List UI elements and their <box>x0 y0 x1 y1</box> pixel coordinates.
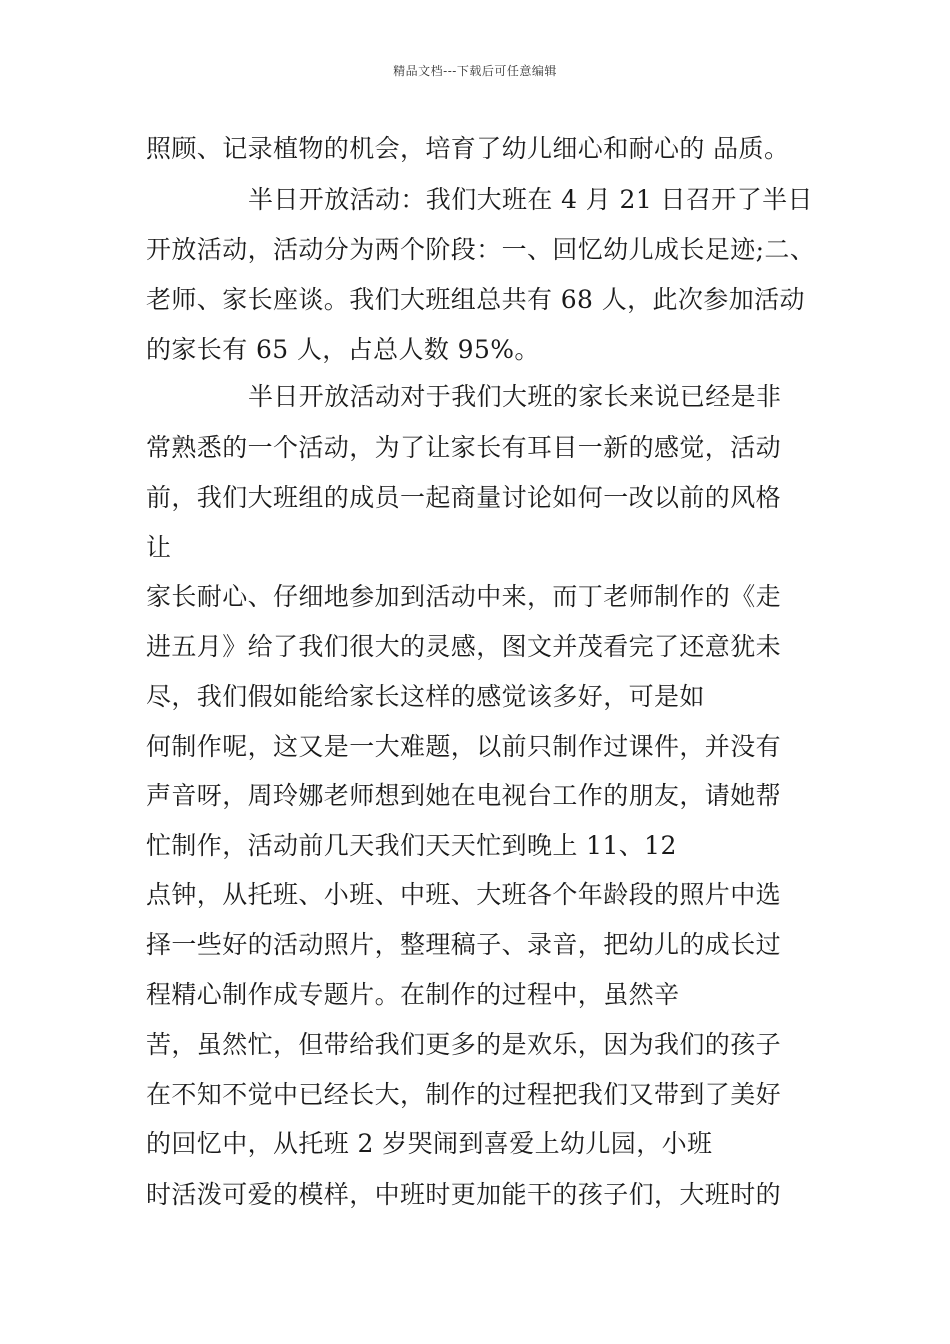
body-line: 择一些好的活动照片，整理稿子、录音，把幼儿的成长过 <box>146 930 782 959</box>
body-line: 程精心制作成专题片。在制作的过程中，虽然辛 <box>146 980 680 1009</box>
body-line: 让 <box>146 533 172 562</box>
body-line: 声音呀，周玲娜老师想到她在电视台工作的朋友，请她帮 <box>146 781 782 810</box>
body-line: 前，我们大班组的成员一起商量讨论如何一改以前的风格 <box>146 483 782 512</box>
body-line: 何制作呢，这又是一大难题，以前只制作过课件，并没有 <box>146 732 782 761</box>
body-line: 尽，我们假如能给家长这样的感觉该多好，可是如 <box>146 682 705 711</box>
body-line: 时活泼可爱的模样，中班时更加能干的孩子们，大班时的 <box>146 1180 782 1209</box>
body-line: 点钟，从托班、小班、中班、大班各个年龄段的照片中选 <box>146 880 782 909</box>
body-line: 的回忆中，从托班 2 岁哭闹到喜爱上幼儿园，小班 <box>146 1129 713 1158</box>
page-header: 精品文档---下载后可任意编辑 <box>393 64 557 78</box>
body-line: 常熟悉的一个活动，为了让家长有耳目一新的感觉，活动 <box>146 433 782 462</box>
body-line: 开放活动，活动分为两个阶段：一、回忆幼儿成长足迹;二、 <box>146 235 816 264</box>
body-line: 的家长有 65 人，占总人数 95%。 <box>146 335 540 364</box>
body-line: 照顾、记录植物的机会，培育了幼儿细心和耐心的 品质。 <box>146 134 790 163</box>
body-line: 家长耐心、仔细地参加到活动中来，而丁老师制作的《走 <box>146 582 782 611</box>
body-line: 进五月》给了我们很大的灵感，图文并茂看完了还意犹未 <box>146 632 782 661</box>
body-line: 在不知不觉中已经长大，制作的过程把我们又带到了美好 <box>146 1080 782 1109</box>
body-line: 半日开放活动：我们大班在 4 月 21 日召开了半日 <box>248 185 813 214</box>
body-line: 苦，虽然忙，但带给我们更多的是欢乐，因为我们的孩子 <box>146 1030 782 1059</box>
body-line: 老师、家长座谈。我们大班组总共有 68 人，此次参加活动 <box>146 285 805 314</box>
body-line: 半日开放活动对于我们大班的家长来说已经是非 <box>248 382 782 411</box>
body-line: 忙制作，活动前几天我们天天忙到晚上 11、12 <box>146 831 677 860</box>
